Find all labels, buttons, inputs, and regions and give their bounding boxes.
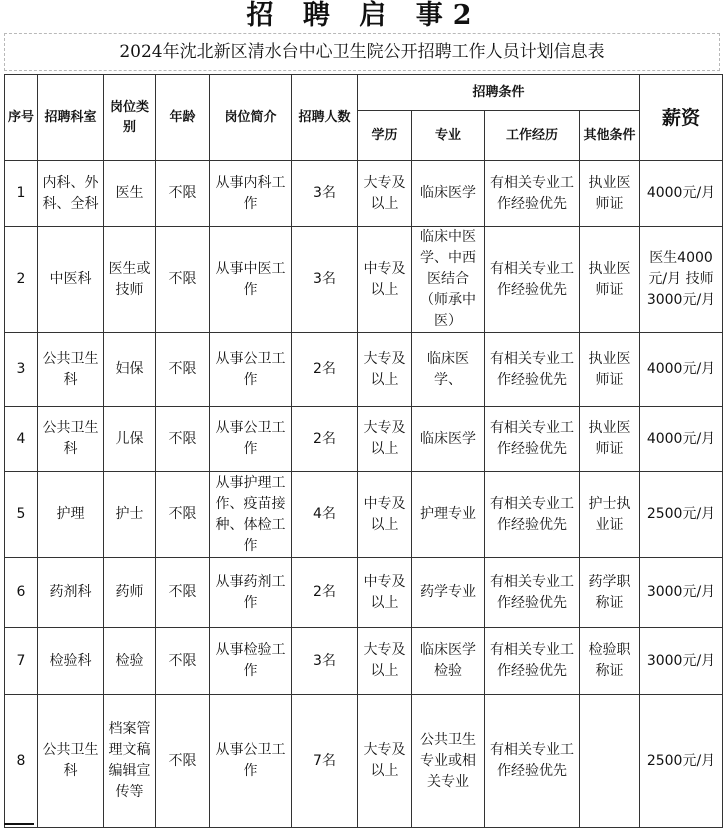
- cell-dept: 内科、外科、全科: [38, 161, 104, 227]
- cell-age: 不限: [156, 628, 210, 695]
- header-major: 专业: [412, 111, 485, 161]
- header-category: 岗位类别: [104, 75, 156, 161]
- cell-dept: 公共卫生科: [38, 695, 104, 828]
- cell-experience: 有相关专业工作经验优先: [485, 407, 580, 472]
- cell-experience: 有相关专业工作经验优先: [485, 628, 580, 695]
- cell-category: 医生: [104, 161, 156, 227]
- cell-category: 检验: [104, 628, 156, 695]
- cell-major: 公共卫生专业或相关专业: [412, 695, 485, 828]
- cell-count: 2名: [292, 333, 358, 407]
- header-intro: 岗位简介: [210, 75, 292, 161]
- header-count: 招聘人数: [292, 75, 358, 161]
- table-row: [5, 227, 723, 333]
- cell-age: 不限: [156, 558, 210, 628]
- cell-age: 不限: [156, 407, 210, 472]
- table-row: [5, 628, 723, 695]
- cell-dept: 护理: [38, 472, 104, 558]
- cell-major: 临床医学、: [412, 333, 485, 407]
- cell-major: 药学专业: [412, 558, 485, 628]
- cell-major: 护理专业: [412, 472, 485, 558]
- cell-count: 3名: [292, 227, 358, 333]
- cell-seq: 3: [5, 333, 38, 407]
- table-row: [5, 161, 723, 227]
- cell-salary: 医生4000元/月 技师3000元/月: [640, 227, 723, 333]
- table-row: [5, 407, 723, 472]
- table-row: [5, 472, 723, 558]
- cell-intro: 从事内科工作: [210, 161, 292, 227]
- cell-seq: 6: [5, 558, 38, 628]
- cell-experience: 有相关专业工作经验优先: [485, 558, 580, 628]
- cell-age: 不限: [156, 161, 210, 227]
- cell-salary: 2500元/月: [640, 472, 723, 558]
- cell-education: 中专及以上: [358, 227, 412, 333]
- cell-category: 药师: [104, 558, 156, 628]
- cell-other: 护士执业证: [580, 472, 640, 558]
- cell-other: 执业医师证: [580, 407, 640, 472]
- cell-other: 检验职称证: [580, 628, 640, 695]
- cell-count: 2名: [292, 558, 358, 628]
- cell-seq: 7: [5, 628, 38, 695]
- table-row: [5, 558, 723, 628]
- cell-experience: 有相关专业工作经验优先: [485, 472, 580, 558]
- cell-other: 执业医师证: [580, 333, 640, 407]
- cell-major: 临床医学: [412, 407, 485, 472]
- cell-major: 临床医学: [412, 161, 485, 227]
- table-subtitle: 2024年沈北新区清水台中心卫生院公开招聘工作人员计划信息表: [4, 33, 720, 71]
- header-other: 其他条件: [580, 111, 640, 161]
- cell-dept: 中医科: [38, 227, 104, 333]
- cell-count: 4名: [292, 472, 358, 558]
- header-dept: 招聘科室: [38, 75, 104, 161]
- cell-major: 临床中医学、中西医结合（师承中医）: [412, 227, 485, 333]
- cell-category: 档案管理文稿编辑宣传等: [104, 695, 156, 828]
- cell-intro: 从事公卫工作: [210, 695, 292, 828]
- cell-age: 不限: [156, 227, 210, 333]
- header-experience: 工作经历: [485, 111, 580, 161]
- table-row: [5, 333, 723, 407]
- cell-intro: 从事药剂工作: [210, 558, 292, 628]
- cell-experience: 有相关专业工作经验优先: [485, 333, 580, 407]
- cell-age: 不限: [156, 695, 210, 828]
- cell-other: 执业医师证: [580, 161, 640, 227]
- cell-salary: 4000元/月: [640, 333, 723, 407]
- cell-experience: 有相关专业工作经验优先: [485, 695, 580, 828]
- cell-experience: 有相关专业工作经验优先: [485, 227, 580, 333]
- cell-other: 执业医师证: [580, 227, 640, 333]
- cell-salary: 3000元/月: [640, 558, 723, 628]
- cell-education: 大专及以上: [358, 628, 412, 695]
- cell-category: 儿保: [104, 407, 156, 472]
- cell-education: 大专及以上: [358, 333, 412, 407]
- header-conditions: 招聘条件: [358, 75, 640, 111]
- cell-intro: 从事检验工作: [210, 628, 292, 695]
- header-seq: 序号: [5, 75, 38, 161]
- cell-experience: 有相关专业工作经验优先: [485, 161, 580, 227]
- cell-age: 不限: [156, 333, 210, 407]
- cell-dept: 检验科: [38, 628, 104, 695]
- cell-intro: 从事公卫工作: [210, 407, 292, 472]
- cell-count: 3名: [292, 628, 358, 695]
- cell-intro: 从事护理工作、疫苗接种、体检工作: [210, 472, 292, 558]
- cell-salary: 4000元/月: [640, 407, 723, 472]
- cell-education: 中专及以上: [358, 472, 412, 558]
- cell-dept: 药剂科: [38, 558, 104, 628]
- cell-education: 中专及以上: [358, 558, 412, 628]
- cell-count: 3名: [292, 161, 358, 227]
- cell-age: 不限: [156, 472, 210, 558]
- cell-intro: 从事公卫工作: [210, 333, 292, 407]
- cell-salary: 4000元/月: [640, 161, 723, 227]
- recruitment-table: [4, 74, 723, 828]
- cell-education: 大专及以上: [358, 695, 412, 828]
- cell-salary: 2500元/月: [640, 695, 723, 828]
- cell-dept: 公共卫生科: [38, 333, 104, 407]
- page-bottom-rule: [4, 823, 34, 825]
- cell-category: 护士: [104, 472, 156, 558]
- cell-seq: 8: [5, 695, 38, 828]
- page-title: 招 聘 启 事2: [246, 0, 482, 31]
- cell-seq: 1: [5, 161, 38, 227]
- table-row: [5, 695, 723, 828]
- cell-count: 2名: [292, 407, 358, 472]
- header-education: 学历: [358, 111, 412, 161]
- cell-education: 大专及以上: [358, 161, 412, 227]
- cell-category: 妇保: [104, 333, 156, 407]
- cell-education: 大专及以上: [358, 407, 412, 472]
- cell-category: 医生或技师: [104, 227, 156, 333]
- cell-other: 药学职称证: [580, 558, 640, 628]
- cell-other: [580, 695, 640, 828]
- header-salary: 薪资: [640, 75, 723, 161]
- cell-seq: 4: [5, 407, 38, 472]
- cell-salary: 3000元/月: [640, 628, 723, 695]
- cell-dept: 公共卫生科: [38, 407, 104, 472]
- cell-count: 7名: [292, 695, 358, 828]
- cell-major: 临床医学检验: [412, 628, 485, 695]
- cell-seq: 5: [5, 472, 38, 558]
- header-age: 年龄: [156, 75, 210, 161]
- cell-seq: 2: [5, 227, 38, 333]
- cell-intro: 从事中医工作: [210, 227, 292, 333]
